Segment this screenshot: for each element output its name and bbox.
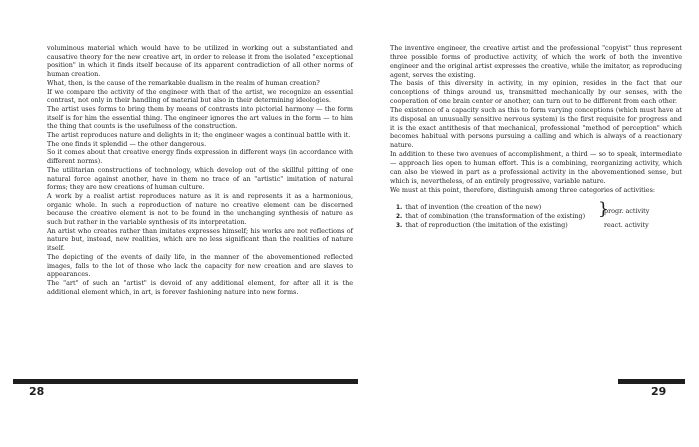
list-number: 2. bbox=[396, 214, 403, 221]
left-page bbox=[47, 44, 353, 296]
page-number: 28 bbox=[29, 385, 45, 398]
footer-rule bbox=[618, 379, 685, 384]
paragraph: The inventive engineer, the creative artist and the professional "copyist" thus represent three possible forms of productive activity, of which the work of both the inventive engineer and the original artist expresses the creative, while the imitator, as reproducing agent, serves the existing. bbox=[390, 44, 682, 79]
paragraph: So it comes about that creative energy finds expression in different ways (in accordance with different norms). bbox=[47, 148, 353, 166]
paragraph: The basis of this diversity in activity, in my opinion, resides in the fact that our conceptions of things around us, transmitted mechanically by our senses, with the cooperation of one brain center or another, can turn out to be different from each other. bbox=[390, 79, 682, 106]
list-number: 3. bbox=[396, 223, 403, 230]
paragraph: The utilitarian constructions of technology, which develop out of the skillful pitting of one natural force against another, have in them no trace of an "artistic" imitation of natural forms; they are new creations of human culture. bbox=[47, 165, 353, 192]
list-item bbox=[396, 221, 568, 231]
list-text: that of invention (the creation of the new) bbox=[405, 203, 542, 212]
reactionary-label: react. activity bbox=[604, 221, 649, 230]
progressive-label: progr. activity bbox=[604, 207, 650, 216]
paragraph: A work by a realist artist reproduces nature as it is and represents it as a harmonious, organic whole. In such a reproduction of nature no creative element can be discerned because the creative element is not to be found in the unchanging synthesis of nature as such but rather in the variable synthesis of its interpretation. bbox=[47, 191, 353, 227]
paragraph: The artist uses forms to bring them by means of contrasts into pictorial harmony — the form itself is for him the essential thing. The engineer ignores the art values in the form — to him the thing that counts is the usefulness of the construction. bbox=[47, 104, 353, 131]
paragraph: The artist reproduces nature and delights in it; the engineer wages a continual battle with it. bbox=[47, 131, 351, 140]
paragraph: An artist who creates rather than imitates expresses himself; his works are not reflections of nature but, instead, new realities, which are no less significant than the realities of nature itself. bbox=[47, 226, 353, 253]
list-text: that of reproduction (the imitation of the existing) bbox=[405, 221, 568, 230]
paragraph: We must at this point, therefore, distinguish among three categories of activities: bbox=[390, 185, 656, 194]
paragraph: If we compare the activity of the engineer with that of the artist, we recognize an essential contrast, not only in their handling of material but also in their determining ideologies. bbox=[47, 87, 353, 105]
paragraph: The one finds it splendid — the other dangerous. bbox=[47, 139, 207, 148]
paragraph: The existence of a capacity such as this to form varying conceptions (which must have at its disposal an unusually sensitive nervous system) is the first requisite for progress and it is the exact antithesis of that mechanical, professional "method of perception" which becomes habitual with persons pursuing a calling and which is always of a reactionary nature. bbox=[390, 105, 682, 150]
list-text: that of combination (the transformation of the existing) bbox=[405, 212, 586, 221]
paragraph: The depicting of the events of daily life, in the manner of the abovementioned reflected images, falls to the lot of those who lack the capacity for new creation and are slaves to appearances. bbox=[47, 252, 353, 279]
paragraph: What, then, is the cause of the remarkable dualism in the realm of human creation? bbox=[47, 78, 320, 87]
page-number: 29 bbox=[651, 385, 667, 398]
brace: } bbox=[598, 199, 609, 220]
right-page bbox=[390, 44, 682, 235]
paragraph: voluminous material which would have to be utilized in working out a substantiated and causative theory for the new creative art, in order to release it from the isolated "exceptional position" in which it finds itself because of its apparent contradiction of all other norms of human creation. bbox=[47, 44, 353, 79]
paragraph: The "art" of such an "artist" is devoid of any additional element, for after all it is the additional element which, in art, is forever fashioning nature into new forms. bbox=[47, 278, 353, 296]
list-number: 1. bbox=[396, 205, 403, 212]
activity-list bbox=[390, 199, 682, 235]
footer-rule bbox=[13, 379, 358, 384]
paragraph: In addition to these two avenues of accomplishment, a third — so to speak, intermediate — approach lies open to human effort. This is a combining, reorganizing activity, which can also be viewed in part as a professional activity in the abovementioned sense, but which is, nevertheless, of an entirely progressive, variable nature. bbox=[390, 150, 682, 185]
